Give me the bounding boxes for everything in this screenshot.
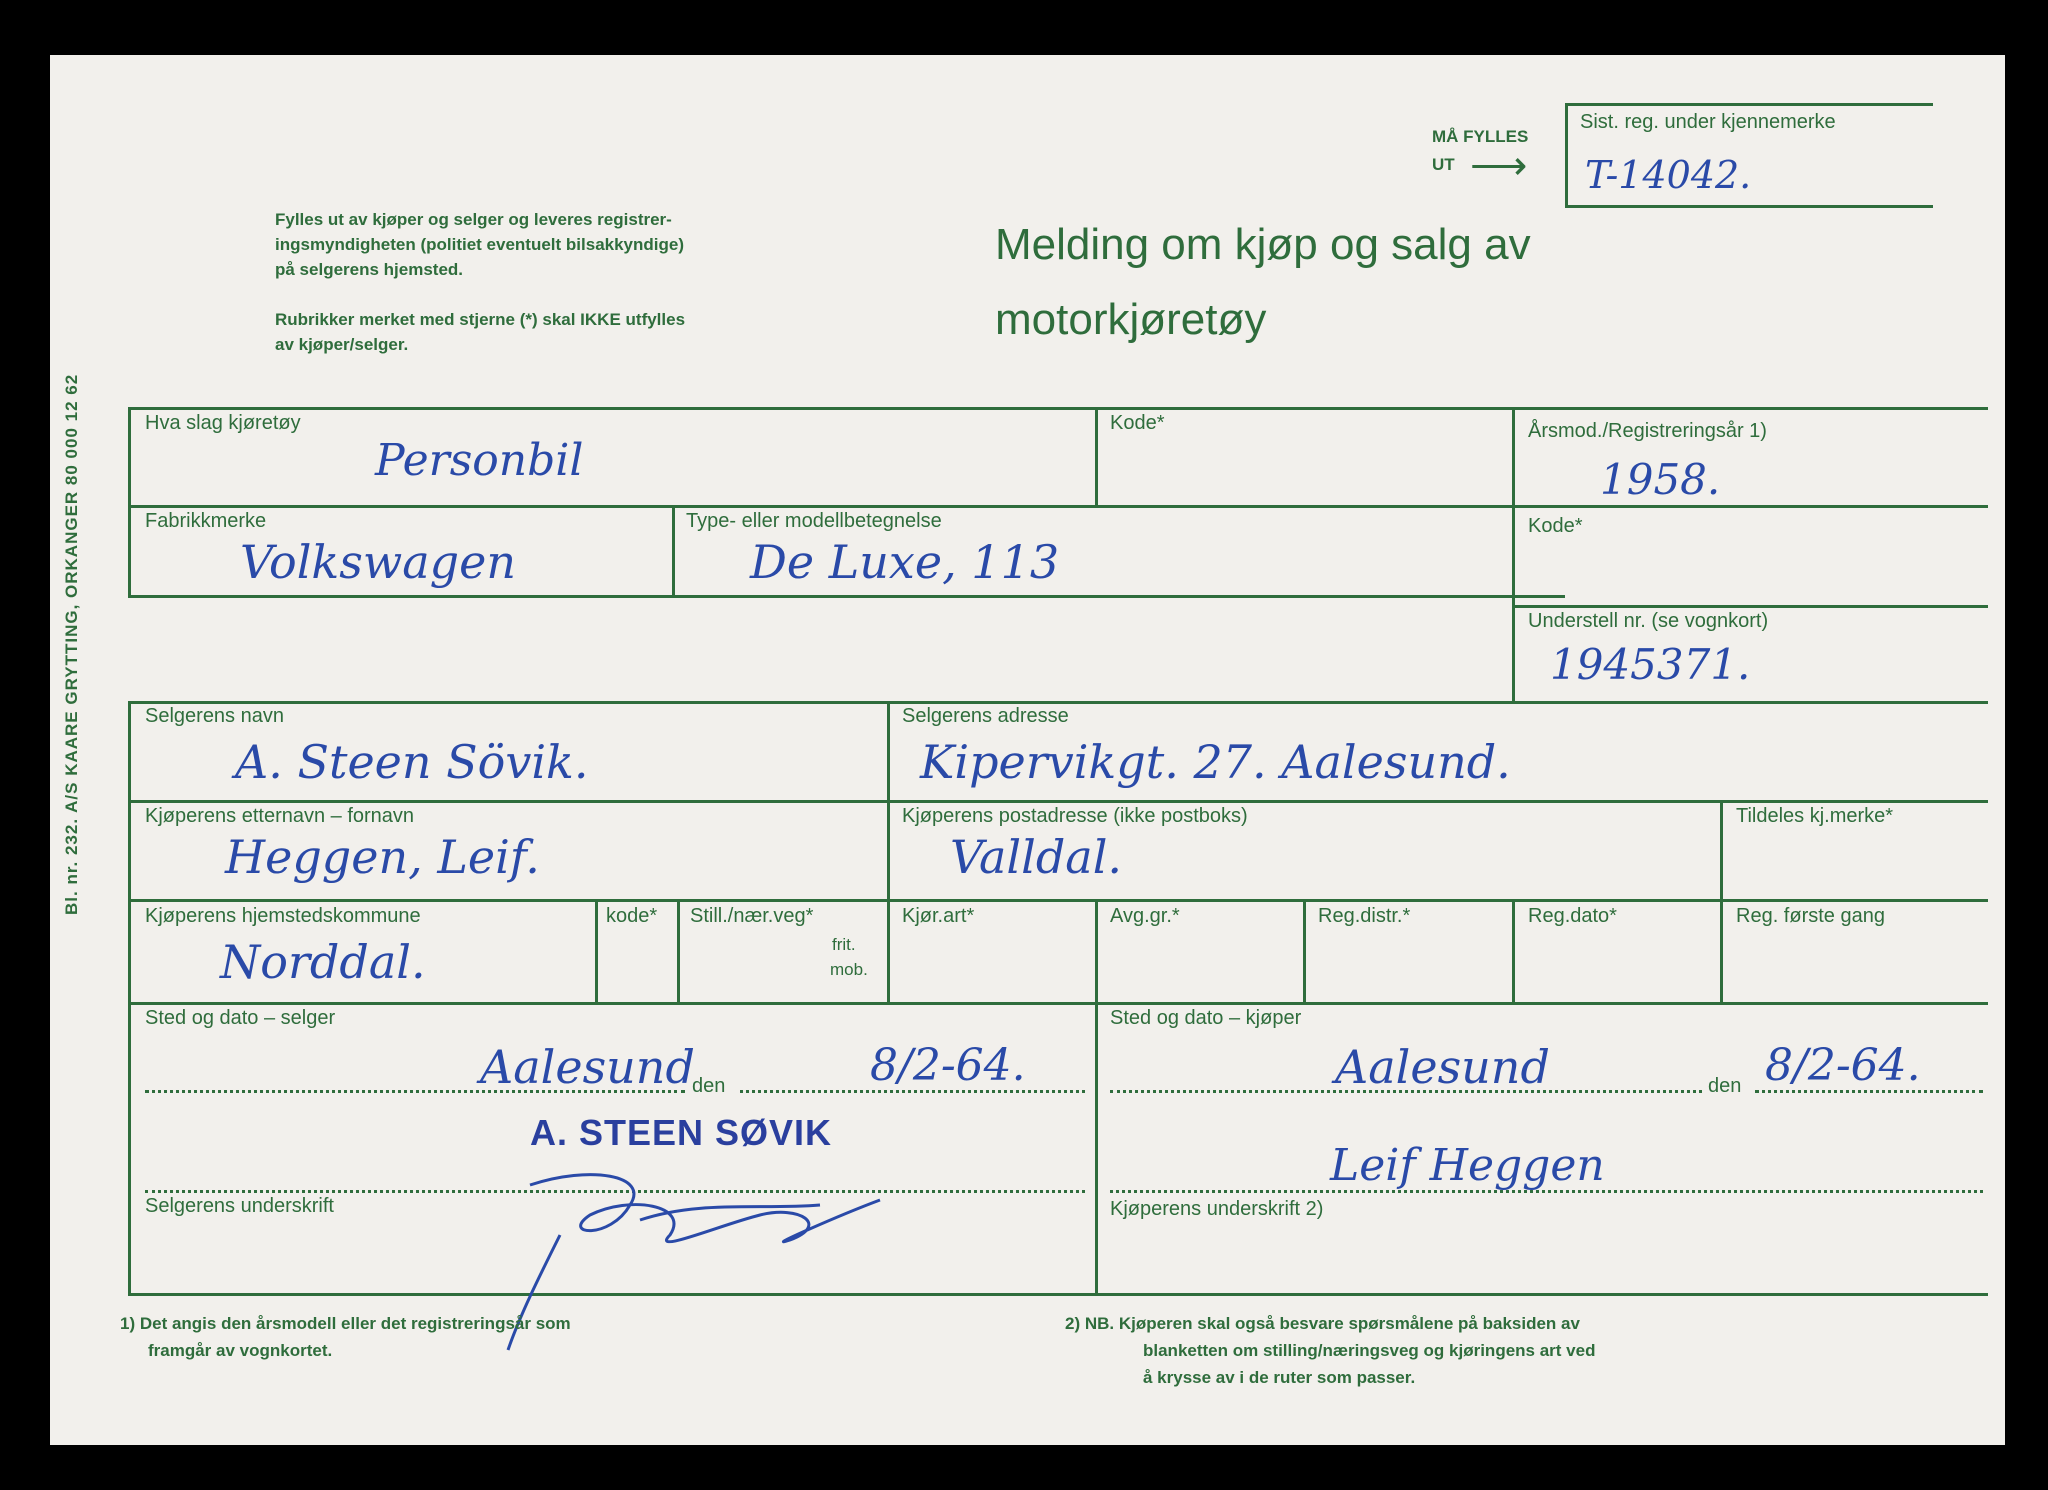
kode-label: Kode*: [1528, 515, 1583, 537]
footnote-line: 1) Det angis den årsmodell eller det registreringsår som: [120, 1314, 571, 1333]
seller-address-value[interactable]: Kipervikgt. 27. Aalesund.: [920, 735, 1511, 789]
chassis-label: Understell nr. (se vognkort): [1528, 610, 1769, 632]
box-border: [1565, 103, 1568, 207]
instruction-line: på selgerens hjemsted.: [275, 260, 464, 279]
box-border: [1565, 205, 1933, 208]
grid-line: [672, 505, 675, 597]
seller-name-value[interactable]: A. Steen Sövik.: [235, 735, 589, 789]
form-title-line2: motorkjøretøy: [995, 295, 1267, 344]
rubric-note: [275, 307, 685, 357]
footnote-1: [120, 1310, 571, 1364]
first-reg-label: Reg. første gang: [1736, 905, 1885, 927]
grid-line: [128, 407, 131, 595]
buyer-signature-value[interactable]: Leif Heggen: [1330, 1140, 1605, 1191]
vehicle-type-label: Hva slag kjøretøy: [145, 412, 301, 434]
kode-label: Kode*: [1110, 412, 1165, 434]
place-buyer-value[interactable]: Aalesund: [1335, 1040, 1550, 1094]
footnote-line: 2) NB. Kjøperen skal også besvare spørsmålene på baksiden av: [1065, 1314, 1580, 1333]
den-label: den: [692, 1075, 726, 1097]
grid-line: [887, 701, 890, 1004]
place-date-buyer-label: Sted og dato – kjøper: [1110, 1007, 1302, 1029]
model-label: Type- eller modellbetegnelse: [686, 510, 942, 532]
ma-fylles-ut-label: UT: [1432, 155, 1455, 174]
place-seller-value[interactable]: Aalesund: [480, 1040, 695, 1094]
grid-line: [128, 701, 1988, 704]
den-label: den: [1708, 1075, 1742, 1097]
grid-line: [128, 800, 1988, 803]
grid-line: [128, 701, 131, 1296]
grid-line: [595, 899, 598, 1003]
grid-line: [1515, 605, 1988, 608]
chassis-value[interactable]: 1945371.: [1550, 640, 1751, 689]
grid-line: [1095, 899, 1098, 1003]
footnote-line: framgår av vognkortet.: [148, 1341, 333, 1360]
seller-signature-label: Selgerens underskrift: [145, 1195, 334, 1217]
sist-reg-label: Sist. reg. under kjennemerke: [1580, 111, 1836, 133]
footnote-2: [1065, 1310, 1595, 1391]
grid-line: [1303, 899, 1306, 1003]
footnote-line: blanketten om stilling/næringsveg og kjøringens art ved: [1143, 1341, 1596, 1360]
manufacturer-label: Fabrikkmerke: [145, 510, 267, 532]
grid-line: [128, 1002, 1988, 1005]
ma-fylles-label: MÅ FYLLES: [1432, 127, 1529, 146]
grid-line: [1720, 800, 1723, 1004]
instructions: [275, 207, 684, 282]
form-number-side-text: Bl. nr. 232. A/S KAARE GRYTTING, ORKANGER 80 000 12 62: [62, 373, 81, 915]
buyer-postal-value[interactable]: Valldal.: [950, 830, 1123, 884]
grid-line: [128, 1293, 1988, 1296]
fee-group-label: Avg.gr.*: [1110, 905, 1180, 927]
grid-line: [1095, 1002, 1098, 1295]
buyer-name-value[interactable]: Heggen, Leif.: [225, 830, 540, 884]
driving-type-label: Kjør.art*: [902, 905, 975, 927]
grid-line: [1512, 899, 1515, 1003]
grid-line: [128, 595, 1565, 598]
grid-line: [128, 899, 1988, 902]
model-year-label: Årsmod./Registreringsår 1): [1528, 420, 1767, 442]
reg-date-label: Reg.dato*: [1528, 905, 1617, 927]
form-paper: [50, 55, 2005, 1445]
grid-line: [1512, 407, 1515, 703]
plate-assign-label: Tildeles kj.merke*: [1736, 805, 1894, 827]
form-title-line1: Melding om kjøp og salg av: [995, 220, 1531, 269]
box-border: [1565, 103, 1933, 106]
grid-line: [128, 407, 1988, 410]
date-seller-value[interactable]: 8/2-64.: [870, 1040, 1026, 1091]
seller-name-label: Selgerens navn: [145, 705, 284, 727]
buyer-name-label: Kjøperens etternavn – fornavn: [145, 805, 415, 827]
arrow-icon: ⟶: [1470, 144, 1528, 188]
instruction-line: Fylles ut av kjøper og selger og leveres registrer-: [275, 210, 672, 229]
manufacturer-value[interactable]: Volkswagen: [240, 535, 516, 589]
place-date-seller-label: Sted og dato – selger: [145, 1007, 336, 1029]
instruction-line: ingsmyndigheten (politiet eventuelt bilsakkyndige): [275, 235, 685, 254]
seller-address-label: Selgerens adresse: [902, 705, 1069, 727]
grid-line: [677, 899, 680, 1003]
date-buyer-value[interactable]: 8/2-64.: [1765, 1040, 1921, 1091]
mob-label: mob.: [830, 960, 868, 979]
grid-line: [128, 505, 1988, 508]
buyer-postal-label: Kjøperens postadresse (ikke postboks): [902, 805, 1248, 827]
buyer-signature-label: Kjøperens underskrift 2): [1110, 1198, 1324, 1220]
seller-stamp: A. STEEN SØVIK: [530, 1112, 833, 1153]
rubric-line: av kjøper/selger.: [275, 335, 409, 354]
kode-label: kode*: [606, 905, 658, 927]
rubric-line: Rubrikker merket med stjerne (*) skal IKKE utfylles: [275, 310, 686, 329]
model-value[interactable]: De Luxe, 113: [750, 535, 1060, 589]
municipality-value[interactable]: Norddal.: [220, 935, 426, 989]
dotted-line: [1110, 1090, 1702, 1093]
model-year-value[interactable]: 1958.: [1600, 455, 1721, 504]
footnote-line: å krysse av i de ruter som passer.: [1143, 1368, 1416, 1387]
vehicle-type-value[interactable]: Personbil: [375, 435, 584, 486]
reg-district-label: Reg.distr.*: [1318, 905, 1411, 927]
dotted-line: [145, 1090, 685, 1093]
sist-reg-value[interactable]: T-14042.: [1585, 153, 1752, 197]
grid-line: [1095, 407, 1098, 507]
occupation-label: Still./nær.veg*: [690, 905, 814, 927]
municipality-label: Kjøperens hjemstedskommune: [145, 905, 421, 927]
frit-label: frit.: [832, 935, 856, 954]
